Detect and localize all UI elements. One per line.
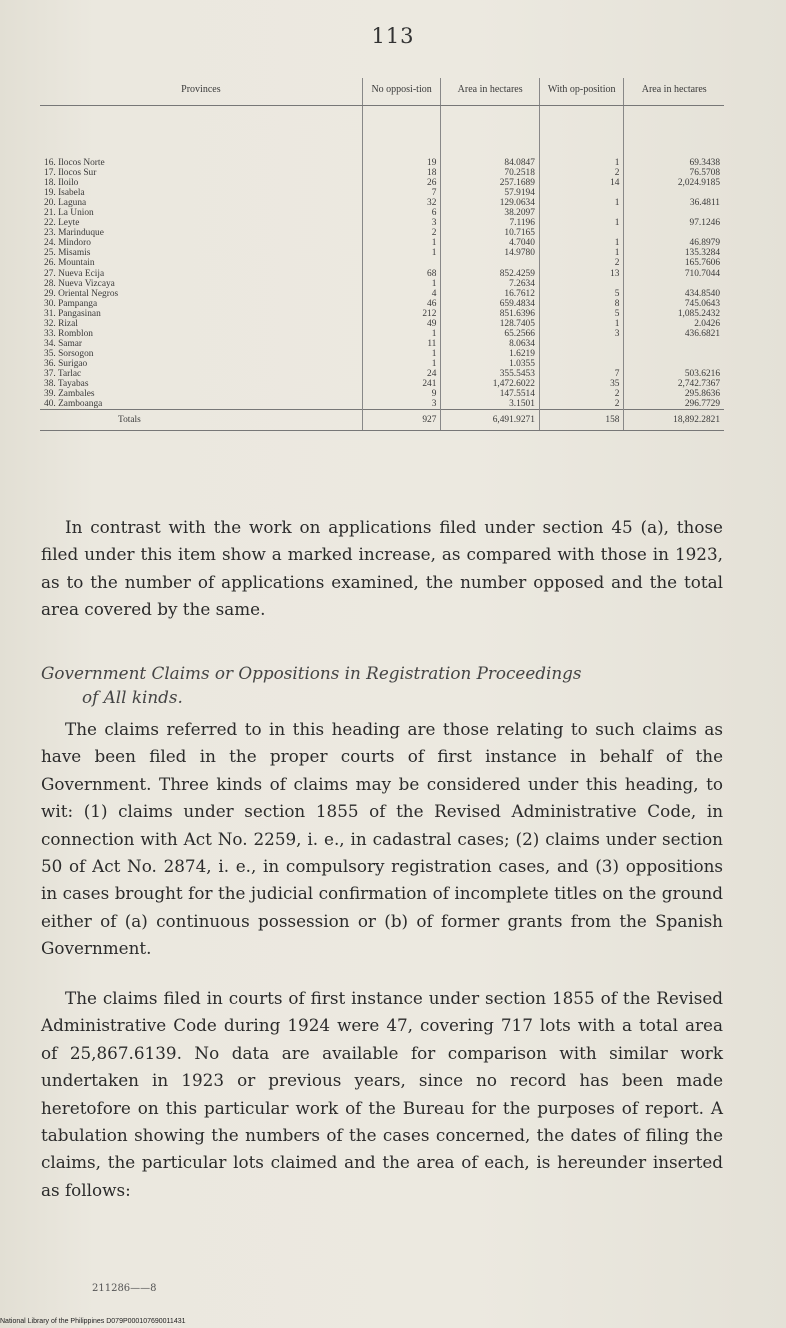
cell-province: 40. Zamboanga xyxy=(44,399,103,410)
cell-province: 38. Tayabas xyxy=(44,379,89,390)
cell-area-2: 76.5708 xyxy=(624,168,724,178)
cell-no-opposition: 9 xyxy=(362,389,441,399)
cell-area-2: 2,742.7367 xyxy=(624,379,724,389)
table-row xyxy=(40,379,724,389)
totals-label: Totals xyxy=(40,410,362,431)
cell-no-opposition: 4 xyxy=(362,289,441,299)
table-row xyxy=(40,279,724,289)
cell-with-opposition: 1 xyxy=(539,319,624,329)
cell-area-2: 434.8540 xyxy=(624,289,724,299)
header-area-2: Area in hectares xyxy=(624,78,724,106)
cell-province: 25. Misamis xyxy=(44,248,91,259)
cell-area-1: 14.9780 xyxy=(441,248,540,258)
cell-area-2: 2,024.9185 xyxy=(624,178,724,188)
cell-area-2 xyxy=(624,339,724,349)
cell-no-opposition: 24 xyxy=(362,369,441,379)
table-header-row xyxy=(40,78,724,106)
cell-area-2: 295.8636 xyxy=(624,389,724,399)
table-row xyxy=(40,299,724,309)
cell-no-opposition: 3 xyxy=(362,218,441,228)
cell-no-opposition xyxy=(362,258,441,268)
section-heading xyxy=(41,661,723,709)
cell-province: 28. Nueva Vizcaya xyxy=(44,278,115,289)
paragraph-claims-description: The claims referred to in this heading are those relating to such claims as have been filed in the proper courts of first instance in behalf of the Government. Three kinds of claims may be considered under this heading, to wit: (1) claims under section 1855 of the Revised Administrative Code, in connection with Act No. 2259, i. e., in cadastral cases; (2) claims under section 50 of Act No. 2874, i. e., in compulsory registration cases, and (3) oppositions in cases brought for the judicial confirmation of incomplete titles on the ground either of (a) continuous possession or (b) of former grants from the Spanish Government. xyxy=(41,719,723,959)
table-row xyxy=(40,208,724,218)
cell-province: 16. Ilocos Norte xyxy=(44,158,105,168)
cell-no-opposition: 49 xyxy=(362,319,441,329)
cell-no-opposition: 32 xyxy=(362,198,441,208)
cell-area-1: 129.0634 xyxy=(441,198,540,208)
cell-area-1: 659.4834 xyxy=(441,299,540,309)
table-row xyxy=(40,349,724,359)
cell-area-2: 503.6216 xyxy=(624,369,724,379)
cell-with-opposition: 2 xyxy=(539,168,624,178)
cell-area-2: 710.7044 xyxy=(624,269,724,279)
cell-no-opposition: 26 xyxy=(362,178,441,188)
table-row xyxy=(40,339,724,349)
cell-province: 26. Mountain xyxy=(44,258,95,269)
cell-with-opposition xyxy=(539,339,624,349)
table-body xyxy=(40,106,724,431)
cell-with-opposition xyxy=(539,188,624,198)
cell-area-2 xyxy=(624,359,724,369)
cell-with-opposition: 13 xyxy=(539,269,624,279)
cell-area-1: 1,472.6022 xyxy=(441,379,540,389)
cell-province: 39. Zambales xyxy=(44,389,95,400)
table-row xyxy=(40,238,724,248)
cell-area-1: 1.0355 xyxy=(441,359,540,369)
cell-with-opposition: 7 xyxy=(539,369,624,379)
cell-area-2 xyxy=(624,349,724,359)
section-heading-line-1: Government Claims or Oppositions in Registration Proceedings xyxy=(41,663,582,683)
table-row xyxy=(40,289,724,299)
print-code: 211286——8 xyxy=(92,1283,157,1294)
cell-area-2 xyxy=(624,188,724,198)
totals-area-1: 6,491.9271 xyxy=(441,410,540,431)
cell-no-opposition: 1 xyxy=(362,329,441,339)
cell-area-2 xyxy=(624,228,724,238)
cell-area-1: 8.0634 xyxy=(441,339,540,349)
cell-with-opposition xyxy=(539,349,624,359)
cell-province: 27. Nueva Ecija xyxy=(44,268,105,279)
cell-with-opposition xyxy=(539,279,624,289)
cell-no-opposition: 1 xyxy=(362,279,441,289)
cell-no-opposition: 19 xyxy=(362,106,441,169)
totals-with-opposition: 158 xyxy=(539,410,624,431)
cell-no-opposition: 7 xyxy=(362,188,441,198)
cell-area-2: 296.7729 xyxy=(624,399,724,410)
page-number: 113 xyxy=(371,24,415,48)
cell-area-1: 7.2634 xyxy=(441,279,540,289)
cell-area-1: 84.0847 xyxy=(441,106,540,169)
cell-area-1: 147.5514 xyxy=(441,389,540,399)
cell-area-1: 3.1501 xyxy=(441,399,540,410)
cell-with-opposition: 1 xyxy=(539,106,624,169)
table-row xyxy=(40,309,724,319)
cell-area-2: 165.7606 xyxy=(624,258,724,268)
header-provinces: Provinces xyxy=(40,78,362,106)
cell-area-2: 97.1246 xyxy=(624,218,724,228)
table-row xyxy=(40,389,724,399)
cell-with-opposition: 2 xyxy=(539,258,624,268)
table-row xyxy=(40,228,724,238)
table-row xyxy=(40,178,724,188)
cell-province: 23. Marinduque xyxy=(44,228,104,239)
cell-with-opposition xyxy=(539,208,624,218)
cell-no-opposition: 1 xyxy=(362,359,441,369)
cell-province: 30. Pampanga xyxy=(44,298,98,309)
table-totals-row xyxy=(40,410,724,431)
cell-no-opposition: 212 xyxy=(362,309,441,319)
cell-area-2 xyxy=(624,279,724,289)
cell-area-1: 38.2097 xyxy=(441,208,540,218)
totals-no-opposition: 927 xyxy=(362,410,441,431)
cell-with-opposition xyxy=(539,359,624,369)
cell-no-opposition: 11 xyxy=(362,339,441,349)
cell-area-1: 16.7612 xyxy=(441,289,540,299)
table-row xyxy=(40,329,724,339)
cell-no-opposition: 3 xyxy=(362,399,441,410)
cell-province: 24. Mindoro xyxy=(44,238,91,249)
cell-no-opposition: 2 xyxy=(362,228,441,238)
table-row xyxy=(40,198,724,208)
cell-no-opposition: 18 xyxy=(362,168,441,178)
cell-area-1: 7.1196 xyxy=(441,218,540,228)
cell-area-2: 745.0643 xyxy=(624,299,724,309)
cell-with-opposition: 8 xyxy=(539,299,624,309)
header-with-opposition: With op-position xyxy=(539,78,624,106)
cell-area-2: 2.0426 xyxy=(624,319,724,329)
table-row xyxy=(40,359,724,369)
table-row xyxy=(40,168,724,178)
cell-area-2: 36.4811 xyxy=(624,198,724,208)
cell-province: 34. Samar xyxy=(44,338,83,349)
cell-with-opposition: 1 xyxy=(539,198,624,208)
cell-province: 21. La Union xyxy=(44,208,94,219)
cell-with-opposition: 2 xyxy=(539,399,624,410)
cell-no-opposition: 1 xyxy=(362,248,441,258)
cell-province: 31. Pangasinan xyxy=(44,308,101,319)
cell-with-opposition xyxy=(539,228,624,238)
header-area-1: Area in hectares xyxy=(441,78,540,106)
cell-province: 18. Iloilo xyxy=(44,178,79,189)
cell-area-2: 1,085.2432 xyxy=(624,309,724,319)
cell-area-1 xyxy=(441,258,540,268)
cell-with-opposition: 5 xyxy=(539,309,624,319)
cell-area-2: 436.6821 xyxy=(624,329,724,339)
library-credit: National Library of the Philippines D079P000107690011431 xyxy=(0,1318,186,1325)
cell-area-1: 128.7405 xyxy=(441,319,540,329)
header-no-opposition: No opposi-tion xyxy=(362,78,441,106)
cell-province: 36. Surigao xyxy=(44,358,88,369)
section-heading-line-2: of All kinds. xyxy=(82,687,183,707)
cell-province: 22. Leyte xyxy=(44,218,80,229)
cell-area-1: 355.5453 xyxy=(441,369,540,379)
totals-area-2: 18,892.2821 xyxy=(624,410,724,431)
table-row xyxy=(40,188,724,198)
cell-with-opposition: 35 xyxy=(539,379,624,389)
cell-no-opposition: 1 xyxy=(362,349,441,359)
cell-area-2: 69.3438 xyxy=(624,106,724,169)
cell-no-opposition: 46 xyxy=(362,299,441,309)
cell-no-opposition: 1 xyxy=(362,238,441,248)
table-row xyxy=(40,369,724,379)
cell-area-1: 257.1689 xyxy=(441,178,540,188)
cell-area-1: 10.7165 xyxy=(441,228,540,238)
cell-area-1: 4.7040 xyxy=(441,238,540,248)
cell-province: 29. Oriental Negros xyxy=(44,288,119,299)
cell-province: 33. Romblon xyxy=(44,328,93,339)
cell-area-1: 852.4259 xyxy=(441,269,540,279)
cell-area-1: 57.9194 xyxy=(441,188,540,198)
cell-with-opposition: 2 xyxy=(539,389,624,399)
cell-province: 19. Isabela xyxy=(44,188,85,199)
cell-with-opposition: 14 xyxy=(539,178,624,188)
cell-area-2 xyxy=(624,208,724,218)
cell-with-opposition: 1 xyxy=(539,238,624,248)
table-row xyxy=(40,319,724,329)
cell-province: 32. Rizal xyxy=(44,318,78,329)
table-row xyxy=(40,218,724,228)
cell-province: 35. Sorsogon xyxy=(44,348,94,359)
cell-area-1: 70.2518 xyxy=(441,168,540,178)
table-row xyxy=(40,248,724,258)
table-row xyxy=(40,258,724,268)
cell-province: 37. Tarlac xyxy=(44,368,82,379)
cell-area-1: 1.6219 xyxy=(441,349,540,359)
cell-no-opposition: 68 xyxy=(362,269,441,279)
cell-province: 17. Ilocos Sur xyxy=(44,168,97,179)
cell-no-opposition: 241 xyxy=(362,379,441,389)
table-row xyxy=(40,399,724,410)
table-row xyxy=(40,106,724,169)
table-row xyxy=(40,269,724,279)
cell-with-opposition: 1 xyxy=(539,218,624,228)
cell-area-2: 135.3284 xyxy=(624,248,724,258)
cell-area-1: 851.6396 xyxy=(441,309,540,319)
cell-province: 20. Laguna xyxy=(44,198,87,209)
cell-with-opposition: 5 xyxy=(539,289,624,299)
paragraph-claims-filed: The claims filed in courts of first instance under section 1855 of the Revised Administrative Code during 1924 were 47, covering 717 lots with a total area of 25,867.6139. No data are available for comparison with similar work undertaken in 1923 or previous years, since no record has been made heretofore on this particular work of the Bureau for the purposes of report. A tabulation showing the numbers of the cases concerned, the dates of filing the claims, the particular lots claimed and the area of each, is hereunder inserted as follows: xyxy=(41,988,723,1200)
cell-no-opposition: 6 xyxy=(362,208,441,218)
cell-with-opposition: 3 xyxy=(539,329,624,339)
paragraph-contrast: In contrast with the work on applications filed under section 45 (a), those filed under this item show a marked increase, as compared with those in 1923, as to the number of applications examined, the number opposed and the total area covered by the same. xyxy=(41,517,723,620)
cell-area-1: 65.2566 xyxy=(441,329,540,339)
cell-with-opposition: 1 xyxy=(539,248,624,258)
provinces-table xyxy=(40,78,724,431)
cell-area-2: 46.8979 xyxy=(624,238,724,248)
